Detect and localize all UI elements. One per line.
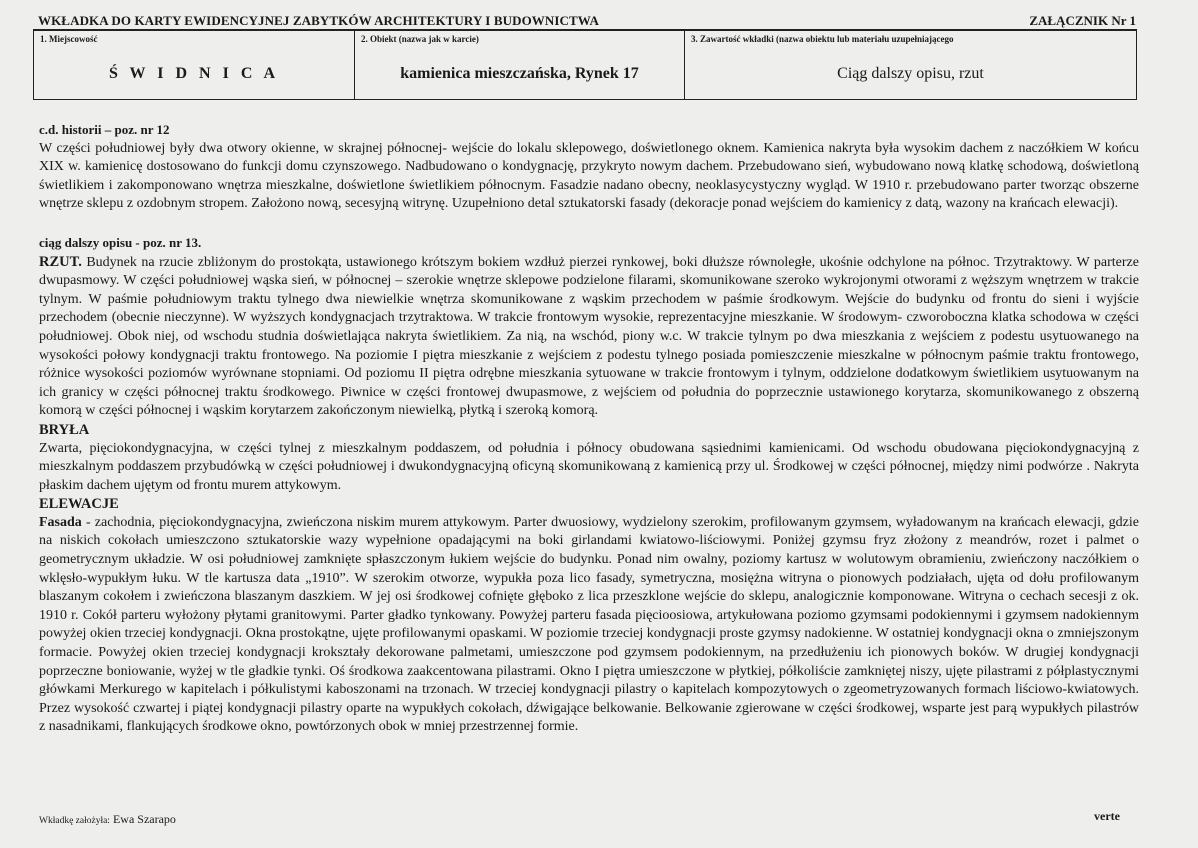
bryla-heading: BRYŁA [39,421,90,438]
author-label: Wkładkę założyła: [39,816,110,826]
description-heading: ciąg dalszy opisu - poz. nr 13. [39,234,202,250]
contents-box [684,30,1137,100]
bryla-text: Zwarta, pięciokondygnacyjna, w części tylnej z mieszkalnym poddaszem, od południa i północy obudowana sąsiednimi kamienicami. Od wschodu obudowana pięciokondygnacyjną z mieszkalnym poddaszem przybudówką w części południowej i dwukondygnacyjną oficyną skomunikowaną z kamienicą przy ul. Środkowej w części północnej, między nimi podwórze . Nakryta płaskim dachem ujętym od frontu murem attykowym. [39,440,1139,493]
rzut-text: Budynek na rzucie zbliżonym do prostokąta, ustawionego krótszym bokiem wzdłuż pierzei rynkowej, boki dłuższe równoległe, ukośnie odchylone na północ. Trzytraktowy. W parterze dwupasmowy. W części południowej wąska sień, w północnej – szerokie wnętrze sklepowe podzielone filarami, skomunikowane szeroko wykrojonymi otworami z węższym wnętrzem w trakcie tylnym. W paśmie południowym traktu tylnego dwa niewielkie wnętrza skomunikowane z wąskim przechodem w paśmie środkowym. Wejście do budynku od frontu do sieni i wyjście przechodem (obecnie nieczynne). W wyższych kondygnacjach trzytraktowa. W trakcie frontowym wysokie, reprezentacyjne mieszkanie. W środowym- czworoboczna klatka schodowa w części południowej. Obok niej, od wschodu studnia doświetlająca nakryta świetlikiem. Za nią, na wschód, piony w.c. W trakcie tylnym po dwa mieszkania z wejściem z podestu usytuowanego na wysokości połowy kondygnacji traktu frontowego. Na poziomie I piętra mieszkanie z wejściem z podestu tylnego posiada pomieszczenie mieszkalne w północnym paśmie traktu frontowego, różnice wysokości poziomów wyrównane stopniami. Od poziomu II piętra odrębne mieszkania sytuowane w trakcie frontowym i tylnym, oddzielone dodatkowym świetlikiem usytuowanym na ich granicy w części północnej traktu środkowego. Piwnice w części frontowej dwupasmowe, z wejściem od południa do poprzecznie ustawionego korytarza, skomunikowanego z obszerną komorą w części północnej i wąskim korytarzem zakończonym niewielką, płytką i szeroką komorą. [39,254,1139,419]
verte-note: verte [1094,809,1120,823]
history-heading: c.d. historii – poz. nr 12 [39,122,170,137]
fasada-label: Fasada [39,514,82,530]
annex-number: ZAŁĄCZNIK Nr 1 [1029,13,1136,28]
object-label: 2. Obiekt (nazwa jak w karcie) [361,34,479,44]
document-body [39,121,1139,737]
author-name: Ewa Szarapo [112,812,176,826]
contents-label: 3. Zawartość wkładki (nazwa obiektu lub materiału uzupełniającego [691,34,954,44]
rzut-label: RZUT. [39,253,82,270]
object-box [354,30,685,100]
fasada-paragraph [39,514,1139,737]
locality-label: 1. Miejscowość [40,34,98,44]
locality-box [33,30,355,100]
locality-value: Ś W I D N I C A [108,65,280,82]
elewacje-heading: ELEWACJE [39,496,119,513]
history-text: W części południowej były dwa otwory okienne, w skrajnej północnej- wejście do lokalu sklepowego, doświetlonego oknem. Kamienica nakryta była wysokim dachem z naczółkiem W końcu XIX w. kamienicę dostosowano do funkcji domu czynszowego. Nadbudowano o kondygnację, przykryto nowym dachem. Przebudowano sień, wybudowano nową klatkę schodową, doświetloną świetlikiem i zakomponowano wnętrza mieszkalne, doświetlone świetlikiem północnym. Fasadzie nadano obecny, neoklasycystyczny wygląd. W 1910 r. przebudowano parter tworząc obszerne wnętrze sklepu z ozdobnym stropem. Założono nową, secesyjną witrynę. Uzupełniono detal sztukatorski fasady (dekoracje ponad wejściem do kamienicy z datą, wazony na krańcach elewacji). [39,140,1139,212]
rzut-paragraph [39,253,1139,421]
author-line [39,812,176,827]
object-value: kamienica mieszczańska, Rynek 17 [400,65,639,82]
contents-value: Ciąg dalszy opisu, rzut [837,65,984,82]
form-title: WKŁADKA DO KARTY EWIDENCYJNEJ ZABYTKÓW ARCHITEKTURY I BUDOWNICTWA [38,13,599,28]
fasada-text: - zachodnia, pięciokondygnacyjna, zwieńczona niskim murem attykowym. Parter dwuosiowy, wydzielony szerokim, profilowanym gzymsem, wyładowanym na krańcach elewacji, gdzie na niskich cokołach umieszczono sztukatorskie wazy wypełnione opadającymi na boki girlandami kwiatowo-liściowymi. Poniżej gzymsu fryz złożony z meandrów, rozet i palmet o geometrycznym układzie. W osi południowej zamknięte spłaszczonym łukiem wejście do budynku. Ponad nim owalny, poziomy kartusz w wolutowym obramieniu, zwieńczony naczółkiem o wklęsło-wypukłym łuku. W tle kartusza data „1910”. W szerokim otworze, wypukła poza lico fasady, symetryczna, mosiężna witryna o pionowych podziałach, ujęta od dołu profilowanym blaszanym cokołem i zwieńczona blaszanym daszkiem. W jej osi środkowej cofnięte głęboko z lica przeszklone wejście do sklepu, analogicznie komponowane. Witryna o cechach secesji z ok. 1910 r. Cokół parteru wyłożony płytami granitowymi. Parter gładko tynkowany. Powyżej parteru fasada pięcioosiowa, artykułowana poziomo gzymsami podokiennymi i gzymsem nadokiennym powyżej okien trzeciej kondygnacji. Okna prostokątne, ujęte profilowanymi opaskami. W poziomie trzeciej kondygnacji proste gzymsy nadokienne. W ostatniej kondygnacji okna o zmniejszonym formacie. Powyżej okien trzeciej kondygnacji krokształy dekorowane palmetami, umieszczone pod gzymsem podokiennym, na przedłużeniu ich pionowych boków. W drugiej kondygnacji poprzeczne boniowanie, wyżej w tle gładkie tynki. Oś środkowa zaakcentowana pilastrami. Okno I piętra umieszczone w płytkiej, półkoliście zamkniętej niszy, ujęte pilastrami z półplastycznymi główkami Merkurego w kapitelach i półkulistymi kaboszonami na trzonach. W trzeciej kondygnacji pilastry o kapitelach kompozytowych o zgeometryzowanych formach liściowo-kwiatowych. Przez wysokość czwartej i piątej kondygnacji pilastry oparte na wypukłych cokołach, dźwigające belkowanie. Belkowanie zgierowane w części środkowej, wsparte jest parą wypukłych pilastrów z nasadnikami, flankujących środkowe okno, powtórzonych obok w mniej przestrzennej formie. [39,514,1139,735]
